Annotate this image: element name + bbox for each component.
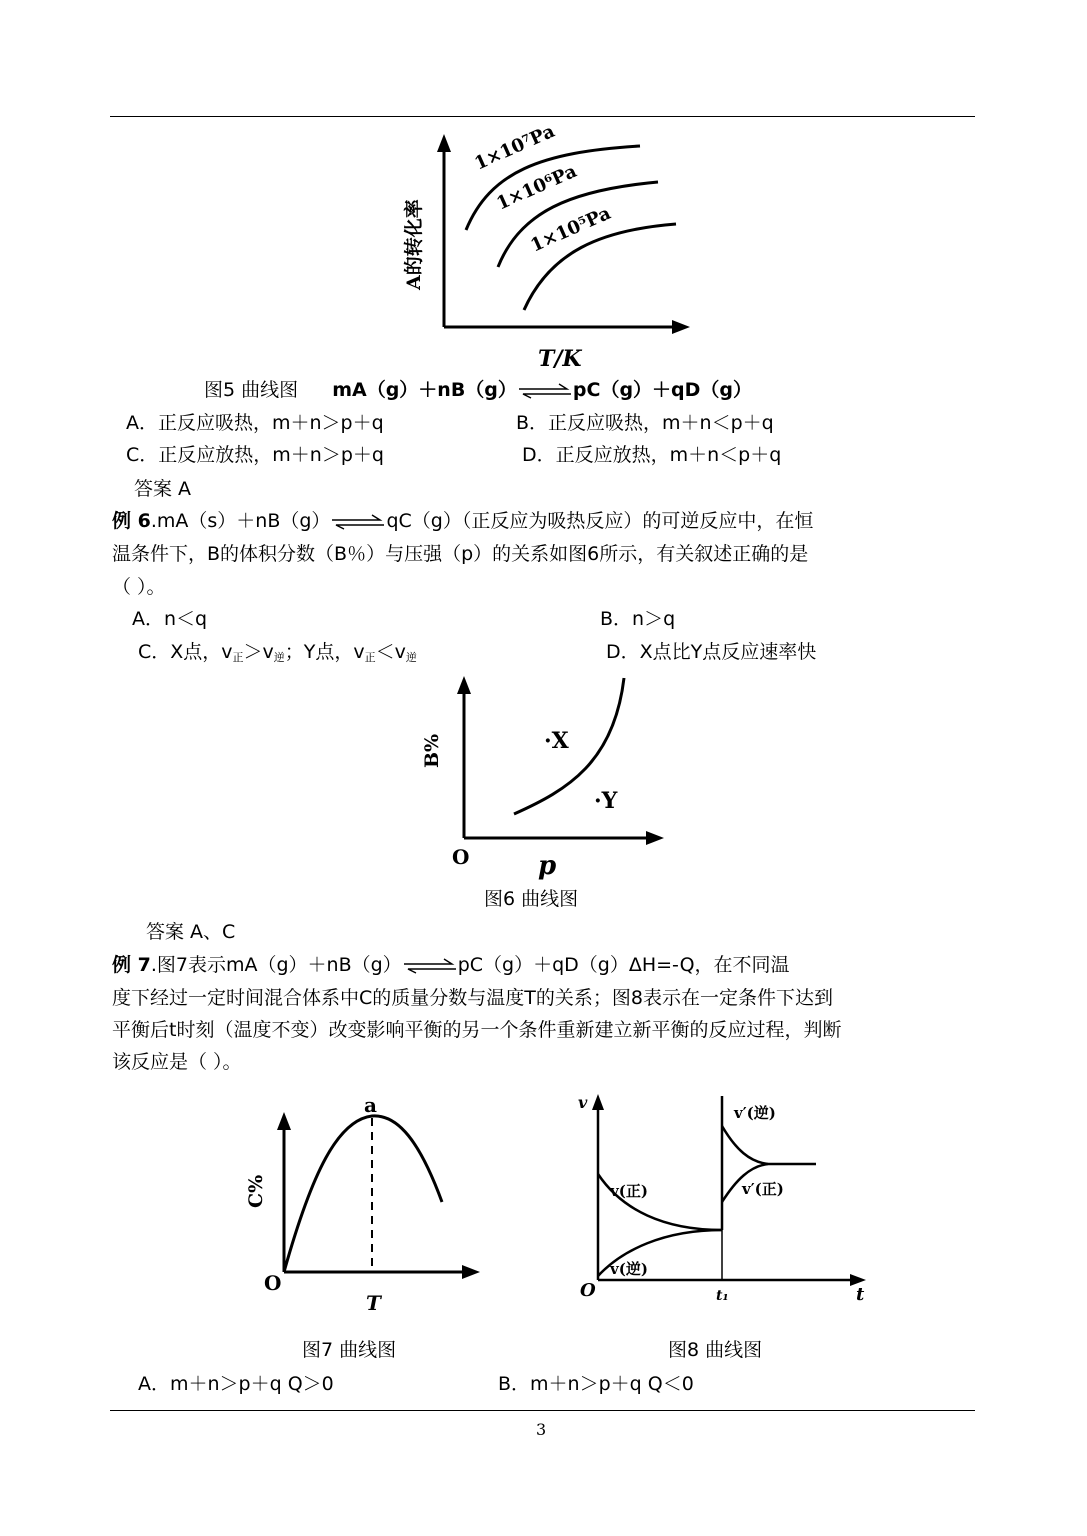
fig6-point-y: ·Y xyxy=(594,788,618,814)
q5-option-a: A．正反应吸热，m＋n＞p＋q xyxy=(126,412,384,434)
ex6-line-3: （ ）。 xyxy=(112,576,166,598)
figure-5 xyxy=(390,112,710,372)
fig5-y-label: A的转化率 xyxy=(403,199,425,290)
fig8-y-label: v xyxy=(578,1093,588,1112)
ex6-option-c-part: ＞v xyxy=(243,641,274,663)
ex7-option-b: B．m＋n＞p＋q Q＜0 xyxy=(498,1373,694,1395)
q5-option-b: B．正反应吸热，m＋n＜p＋q xyxy=(516,412,774,434)
ex7-line-1 xyxy=(112,953,790,977)
reversible-arrow-icon xyxy=(402,959,458,973)
ex6-option-a: A．n＜q xyxy=(132,608,208,630)
fig7-origin: O xyxy=(264,1271,282,1295)
fig7-caption: 图7 曲线图 xyxy=(302,1339,397,1361)
figure-8 xyxy=(574,1090,874,1310)
fig8-v-reverse-label: v(逆) xyxy=(610,1260,648,1278)
ex6-line1-pre: .mA（s）＋nB（g） xyxy=(150,510,331,532)
fig8-x-label: t xyxy=(856,1284,865,1305)
ex6-option-c xyxy=(138,640,417,670)
ex7-line-4: 该反应是（ ）。 xyxy=(112,1051,242,1073)
ex7-option-a: A．m＋n＞p＋q Q＞0 xyxy=(138,1373,334,1395)
ex6-option-c-sub: 逆 xyxy=(273,651,285,664)
fig5-caption-eq-left: mA（g）＋nB（g） xyxy=(332,379,517,401)
fig6-x-label: p xyxy=(538,851,557,881)
ex6-option-c-sub: 逆 xyxy=(405,651,417,664)
fig8-v2-forward-label: v′(正) xyxy=(742,1180,784,1198)
ex6-option-c-part: ；Y点，v xyxy=(284,641,365,663)
ex6-option-d: D．X点比Y点反应速率快 xyxy=(606,641,817,663)
ex7-label: 例 7 xyxy=(112,954,151,976)
fig6-caption: 图6 曲线图 xyxy=(484,888,579,910)
reversible-arrow-icon xyxy=(517,384,573,398)
fig7-peak-label: a xyxy=(364,1093,377,1117)
q5-answer: 答案 A xyxy=(134,478,192,500)
fig5-caption xyxy=(204,378,752,402)
fig6-point-x: ·X xyxy=(544,728,569,754)
ex6-option-b: B．n＞q xyxy=(600,608,676,630)
fig8-origin: O xyxy=(580,1280,596,1301)
fig6-origin: O xyxy=(452,845,470,869)
fig8-t1-label: t₁ xyxy=(716,1288,729,1304)
fig8-v2-reverse-label: v′(逆) xyxy=(734,1104,776,1122)
ex6-option-c-part: ＜v xyxy=(375,641,406,663)
figure-7 xyxy=(238,1092,488,1322)
footer-rule xyxy=(110,1410,975,1411)
fig5-caption-eq-right: pC（g）＋qD（g） xyxy=(572,379,753,401)
ex6-line-1 xyxy=(112,509,813,533)
fig5-caption-label: 图5 曲线图 xyxy=(204,379,299,401)
ex7-line-3: 平衡后t时刻（温度不变）改变影响平衡的另一个条件重新建立新平衡的反应过程，判断 xyxy=(112,1019,842,1041)
q5-option-d: D．正反应放热，m＋n＜p＋q xyxy=(522,444,782,466)
ex6-option-c-sub: 正 xyxy=(232,651,244,664)
q5-option-c: C．正反应放热，m＋n＞p＋q xyxy=(126,444,384,466)
ex6-line1-post: qC（g）（正反应为吸热反应）的可逆反应中，在恒 xyxy=(386,510,814,532)
ex7-line-2: 度下经过一定时间混合体系中C的质量分数与温度T的关系；图8表示在一定条件下达到 xyxy=(112,987,833,1009)
ex6-answer: 答案 A、C xyxy=(146,921,236,943)
fig5-curve-label-1: 1×10⁷Pa xyxy=(471,120,558,175)
ex6-line-2: 温条件下，B的体积分数（B％）与压强（p）的关系如图6所示，有关叙述正确的是 xyxy=(112,543,809,565)
fig6-y-label: B% xyxy=(421,733,443,768)
fig5-curve-label-2: 1×10⁶Pa xyxy=(493,160,580,215)
ex6-label: 例 6 xyxy=(112,510,151,532)
page-number: 3 xyxy=(536,1420,547,1439)
ex6-option-c-part: C．X点，v xyxy=(138,641,233,663)
reversible-arrow-icon xyxy=(330,515,386,529)
fig5-curve-label-3: 1×10⁵Pa xyxy=(527,202,614,257)
fig7-y-label: C% xyxy=(245,1174,267,1208)
ex7-line1-pre: .图7表示mA（g）＋nB（g） xyxy=(150,954,402,976)
fig8-v-forward-label: v(正) xyxy=(610,1182,648,1200)
fig7-x-label: T xyxy=(366,1291,381,1315)
ex7-line1-post: pC（g）＋qD（g）ΔH=-Q，在不同温 xyxy=(457,954,790,976)
figure-6 xyxy=(418,672,678,882)
ex6-option-c-sub: 正 xyxy=(364,651,376,664)
fig8-caption: 图8 曲线图 xyxy=(668,1339,763,1361)
fig5-x-label: T/K xyxy=(538,346,582,372)
